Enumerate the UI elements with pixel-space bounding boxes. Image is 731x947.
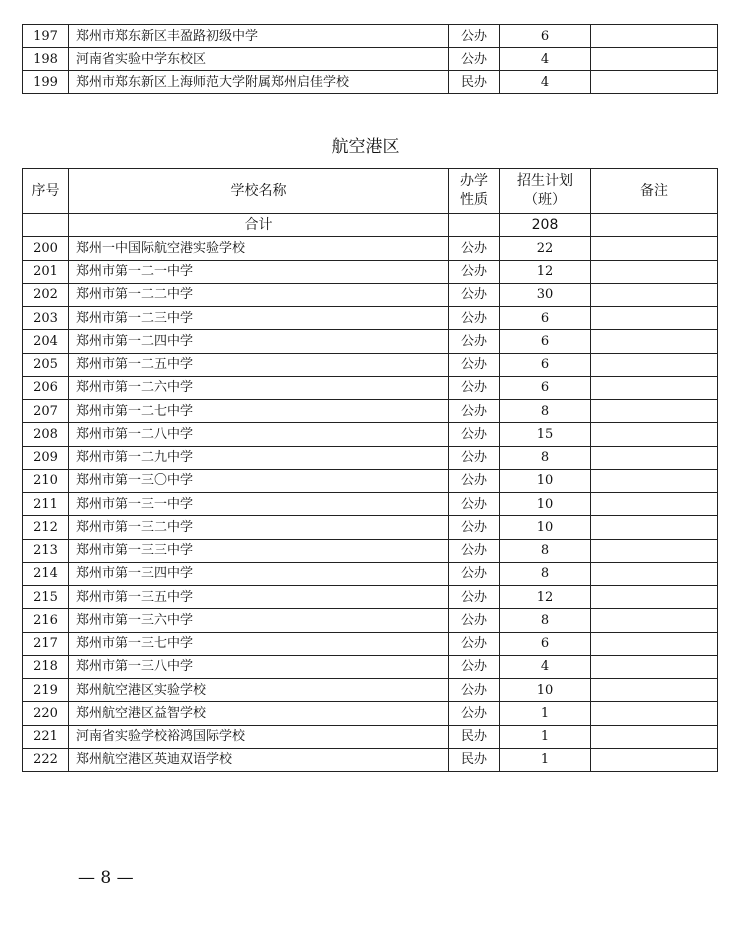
row-note: [591, 71, 718, 94]
page-number: — 8 —: [78, 868, 134, 888]
row-note: [591, 283, 718, 306]
row-number: 202: [23, 283, 69, 306]
school-name: 郑州市第一三六中学: [69, 609, 449, 632]
row-note: [591, 539, 718, 562]
enrollment-plan: 8: [500, 609, 591, 632]
enrollment-plan: 1: [500, 748, 591, 771]
table-row: [23, 493, 718, 516]
total-note: [591, 214, 718, 237]
row-number: 211: [23, 493, 69, 516]
school-type: 公办: [449, 702, 500, 725]
row-note: [591, 632, 718, 655]
enrollment-plan: 6: [500, 330, 591, 353]
row-note: [591, 516, 718, 539]
table-row: [23, 330, 718, 353]
row-number: 215: [23, 586, 69, 609]
school-name: 河南省实验学校裕鸿国际学校: [69, 725, 449, 748]
enrollment-plan: 6: [500, 376, 591, 399]
table-row: [23, 609, 718, 632]
row-note: [591, 330, 718, 353]
table-row: [23, 725, 718, 748]
table-row: [23, 655, 718, 678]
school-type: 公办: [449, 307, 500, 330]
header-name: 学校名称: [69, 169, 449, 214]
school-type: 公办: [449, 260, 500, 283]
header-plan: 招生计划 （班）: [500, 169, 591, 214]
school-type: 民办: [449, 748, 500, 771]
enrollment-plan: 8: [500, 446, 591, 469]
row-note: [591, 423, 718, 446]
school-name: 郑州市郑东新区上海师范大学附属郑州启佳学校: [69, 71, 449, 94]
row-note: [591, 260, 718, 283]
school-name: 郑州市第一三七中学: [69, 632, 449, 655]
row-number: 209: [23, 446, 69, 469]
row-note: [591, 586, 718, 609]
school-name: 郑州市第一二五中学: [69, 353, 449, 376]
enrollment-plan: 4: [500, 655, 591, 678]
row-number: 200: [23, 237, 69, 260]
total-no: [23, 214, 69, 237]
enrollment-plan: 1: [500, 702, 591, 725]
table-row: [23, 237, 718, 260]
school-type: 公办: [449, 376, 500, 399]
school-type: 公办: [449, 283, 500, 306]
enrollment-plan: 6: [500, 25, 591, 48]
row-number: 222: [23, 748, 69, 771]
table-row: [23, 376, 718, 399]
school-name: 郑州一中国际航空港实验学校: [69, 237, 449, 260]
row-number: 199: [23, 71, 69, 94]
header-type: 办学 性质: [449, 169, 500, 214]
section-title: 航空港区: [331, 137, 400, 157]
school-name: 郑州市第一二八中学: [69, 423, 449, 446]
school-type: 公办: [449, 423, 500, 446]
school-type: 公办: [449, 632, 500, 655]
school-type: 公办: [449, 48, 500, 71]
enrollment-plan: 30: [500, 283, 591, 306]
row-number: 207: [23, 400, 69, 423]
table-row: [23, 516, 718, 539]
school-type: 公办: [449, 330, 500, 353]
table-row: [23, 48, 718, 71]
row-number: 206: [23, 376, 69, 399]
school-name: 郑州市第一二九中学: [69, 446, 449, 469]
row-number: 205: [23, 353, 69, 376]
school-type: 公办: [449, 400, 500, 423]
school-type: 公办: [449, 353, 500, 376]
row-number: 220: [23, 702, 69, 725]
enrollment-plan: 8: [500, 400, 591, 423]
enrollment-plan: 12: [500, 260, 591, 283]
school-type: 民办: [449, 71, 500, 94]
row-number: 212: [23, 516, 69, 539]
table-row: [23, 71, 718, 94]
table-row: [23, 260, 718, 283]
row-note: [591, 48, 718, 71]
enrollment-plan: 22: [500, 237, 591, 260]
school-name: 河南省实验中学东校区: [69, 48, 449, 71]
table-row: [23, 702, 718, 725]
enrollment-plan: 4: [500, 48, 591, 71]
row-note: [591, 679, 718, 702]
school-type: 公办: [449, 655, 500, 678]
row-note: [591, 609, 718, 632]
table-row: [23, 400, 718, 423]
row-number: 204: [23, 330, 69, 353]
school-type: 公办: [449, 586, 500, 609]
table-row: [23, 679, 718, 702]
school-name: 郑州市第一三二中学: [69, 516, 449, 539]
table-row: [23, 632, 718, 655]
enrollment-plan: 10: [500, 516, 591, 539]
school-type: 公办: [449, 446, 500, 469]
row-note: [591, 400, 718, 423]
enrollment-plan: 10: [500, 679, 591, 702]
row-number: 208: [23, 423, 69, 446]
total-type: [449, 214, 500, 237]
school-name: 郑州市第一三一中学: [69, 493, 449, 516]
school-name: 郑州市第一二二中学: [69, 283, 449, 306]
school-name: 郑州市第一二四中学: [69, 330, 449, 353]
table-row: [23, 307, 718, 330]
row-note: [591, 237, 718, 260]
school-type: 公办: [449, 516, 500, 539]
school-name: 郑州市第一三〇中学: [69, 469, 449, 492]
school-name: 郑州市第一三三中学: [69, 539, 449, 562]
school-name: 郑州市第一二一中学: [69, 260, 449, 283]
school-type: 公办: [449, 562, 500, 585]
row-note: [591, 353, 718, 376]
row-number: 203: [23, 307, 69, 330]
table-row: [23, 469, 718, 492]
row-number: 221: [23, 725, 69, 748]
enrollment-plan: 8: [500, 562, 591, 585]
school-type: 公办: [449, 493, 500, 516]
header-note: 备注: [591, 169, 718, 214]
table-row: [23, 748, 718, 771]
row-number: 198: [23, 48, 69, 71]
row-note: [591, 748, 718, 771]
school-name: 郑州市郑东新区丰盈路初级中学: [69, 25, 449, 48]
row-note: [591, 376, 718, 399]
row-number: 213: [23, 539, 69, 562]
table-header-row: [23, 169, 718, 214]
school-enrollment-table: [22, 168, 718, 772]
continued-table-body: [23, 25, 718, 94]
school-type: 公办: [449, 609, 500, 632]
row-note: [591, 702, 718, 725]
school-type: 民办: [449, 725, 500, 748]
table-row: [23, 562, 718, 585]
school-name: 郑州航空港区英迪双语学校: [69, 748, 449, 771]
row-number: 218: [23, 655, 69, 678]
row-note: [591, 446, 718, 469]
row-number: 216: [23, 609, 69, 632]
row-note: [591, 725, 718, 748]
enrollment-plan: 6: [500, 307, 591, 330]
school-name: 郑州市第一三四中学: [69, 562, 449, 585]
continued-school-table: [22, 24, 718, 94]
enrollment-plan: 12: [500, 586, 591, 609]
table-row: [23, 423, 718, 446]
total-row: [23, 214, 718, 237]
school-type: 公办: [449, 679, 500, 702]
school-name: 郑州市第一二三中学: [69, 307, 449, 330]
row-note: [591, 493, 718, 516]
enrollment-plan: 10: [500, 469, 591, 492]
row-note: [591, 25, 718, 48]
school-name: 郑州市第一二七中学: [69, 400, 449, 423]
school-name: 郑州市第一三五中学: [69, 586, 449, 609]
school-type: 公办: [449, 25, 500, 48]
table-row: [23, 446, 718, 469]
row-number: 201: [23, 260, 69, 283]
school-type: 公办: [449, 237, 500, 260]
school-table-body: [23, 237, 718, 772]
row-note: [591, 655, 718, 678]
school-name: 郑州市第一二六中学: [69, 376, 449, 399]
row-note: [591, 469, 718, 492]
table-row: [23, 586, 718, 609]
enrollment-plan: 6: [500, 353, 591, 376]
row-note: [591, 307, 718, 330]
total-label: 合计: [69, 214, 449, 237]
enrollment-plan: 6: [500, 632, 591, 655]
row-note: [591, 562, 718, 585]
enrollment-plan: 15: [500, 423, 591, 446]
school-name: 郑州市第一三八中学: [69, 655, 449, 678]
table-row: [23, 25, 718, 48]
school-type: 公办: [449, 539, 500, 562]
row-number: 214: [23, 562, 69, 585]
row-number: 217: [23, 632, 69, 655]
row-number: 197: [23, 25, 69, 48]
enrollment-plan: 4: [500, 71, 591, 94]
school-type: 公办: [449, 469, 500, 492]
school-name: 郑州航空港区实验学校: [69, 679, 449, 702]
table-row: [23, 283, 718, 306]
school-name: 郑州航空港区益智学校: [69, 702, 449, 725]
enrollment-plan: 10: [500, 493, 591, 516]
enrollment-plan: 1: [500, 725, 591, 748]
table-row: [23, 539, 718, 562]
row-number: 219: [23, 679, 69, 702]
row-number: 210: [23, 469, 69, 492]
enrollment-plan: 8: [500, 539, 591, 562]
header-no: 序号: [23, 169, 69, 214]
total-plan: 208: [500, 214, 591, 237]
table-row: [23, 353, 718, 376]
